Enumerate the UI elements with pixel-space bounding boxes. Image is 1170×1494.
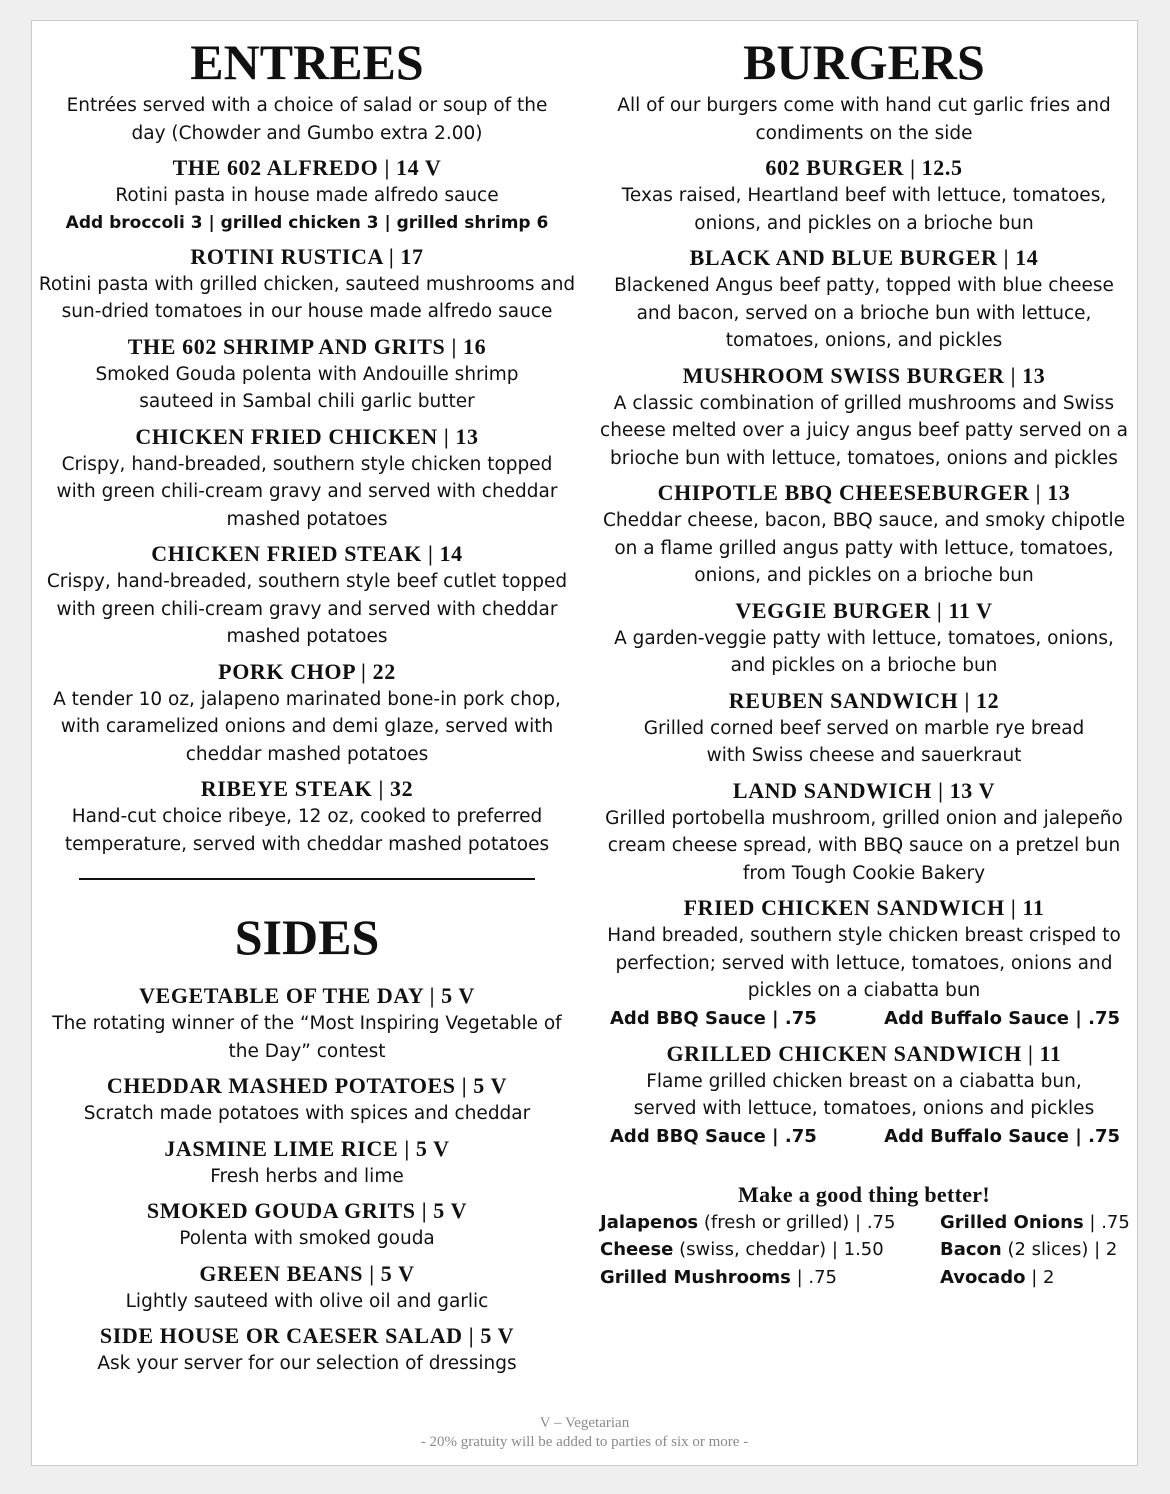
item-name: MUSHROOM SWISS BURGER | 13 — [682, 362, 1046, 388]
menu-page — [31, 20, 1138, 1466]
menu-item — [594, 479, 1134, 590]
right-column — [594, 21, 1134, 1291]
item-description: A classic combination of grilled mushrooms and Swiss cheese melted over a juicy angus beef patty served on a brioche bun with lettuce, tomatoes, onions and pickles — [600, 392, 1128, 469]
menu-item — [594, 1040, 1134, 1151]
vegetarian-legend: V – Vegetarian — [539, 1415, 630, 1431]
item-description: Ask your server for our selection of dressings — [97, 1353, 517, 1374]
menu-item — [38, 154, 576, 236]
item-name: CHIPOTLE BBQ CHEESEBURGER | 13 — [657, 480, 1071, 505]
left-column — [38, 21, 576, 1378]
menu-item — [38, 1322, 576, 1378]
menu-item — [38, 1135, 576, 1191]
menu-item — [38, 1260, 576, 1316]
entrees-title: ENTREES — [190, 34, 424, 90]
item-name: CHICKEN FRIED STEAK | 14 — [151, 541, 463, 566]
item-description: Smoked Gouda polenta with Andouille shrimp sauteed in Sambal chili garlic butter — [95, 363, 519, 412]
item-description: Rotini pasta with grilled chicken, sauteed mushrooms and sun-dried tomatoes in our house made alfredo sauce — [38, 273, 576, 322]
make-better-title: Make a good thing better! — [738, 1181, 990, 1207]
extra-detail: | .75 — [1083, 1211, 1130, 1233]
menu-item — [594, 244, 1134, 355]
extra-item — [940, 1236, 1140, 1264]
item-name: SMOKED GOUDA GRITS | 5 V — [146, 1198, 468, 1223]
extra-item — [940, 1264, 1140, 1292]
extra-item — [600, 1264, 940, 1292]
menu-item — [38, 658, 576, 769]
menu-item — [594, 154, 1134, 237]
item-name: RIBEYE STEAK | 32 — [200, 776, 414, 801]
item-name: SIDE HOUSE OR CAESER SALAD | 5 V — [99, 1323, 515, 1348]
menu-item — [594, 894, 1134, 1033]
menu-item — [38, 540, 576, 651]
menu-item — [38, 1072, 576, 1128]
item-name: VEGGIE BURGER | 11 V — [735, 597, 993, 623]
item-description: Hand-cut choice ribeye, 12 oz, cooked to preferred temperature, served with cheddar mashed potatoes — [64, 806, 550, 855]
make-better-list — [594, 1209, 1134, 1292]
item-addons: Add broccoli 3 | grilled chicken 3 | grilled shrimp 6 — [65, 212, 549, 233]
addon-row — [594, 1005, 1134, 1033]
item-name: REUBEN SANDWICH | 12 — [728, 687, 1000, 713]
extra-item — [940, 1209, 1140, 1237]
item-description: A garden-veggie patty with lettuce, tomatoes, onions, and pickles on a brioche bun — [614, 627, 1114, 676]
footer — [32, 1414, 1137, 1452]
item-name: GRILLED CHICKEN SANDWICH | 11 — [666, 1040, 1062, 1066]
item-name: BLACK AND BLUE BURGER | 14 — [689, 245, 1039, 270]
menu-item — [38, 423, 576, 534]
burgers-description: All of our burgers come with hand cut garlic fries and condiments on the side — [617, 95, 1111, 144]
addon-row — [594, 1123, 1134, 1151]
extra-name: Bacon — [940, 1239, 1002, 1260]
item-description: Grilled portobella mushroom, grilled onion and jalepeño cream cheese spread, with BBQ sauce on a pretzel bun from Tough Cookie Bakery — [605, 807, 1123, 884]
item-name: CHICKEN FRIED CHICKEN | 13 — [135, 423, 479, 449]
item-description: Texas raised, Heartland beef with lettuce, tomatoes, onions, and pickles on a brioche bun — [621, 185, 1107, 234]
item-description: Grilled corned beef served on marble rye bread with Swiss cheese and sauerkraut — [643, 717, 1085, 766]
item-name: JASMINE LIME RICE | 5 V — [164, 1135, 450, 1161]
extra-name: Jalapenos — [600, 1211, 699, 1233]
addon-buffalo-sauce: Add Buffalo Sauce | .75 — [884, 1007, 1120, 1029]
entrees-description: Entrées served with a choice of salad or soup of the day (Chowder and Gumbo extra 2.00) — [66, 95, 548, 144]
item-name: PORK CHOP | 22 — [218, 658, 396, 684]
burgers-title: BURGERS — [743, 34, 985, 90]
item-name: FRIED CHICKEN SANDWICH | 11 — [683, 895, 1045, 920]
menu-item — [38, 982, 576, 1065]
menu-item — [594, 777, 1134, 888]
item-description: Polenta with smoked gouda — [179, 1228, 435, 1249]
item-name: ROTINI RUSTICA | 17 — [190, 243, 424, 269]
item-description: Blackened Angus beef patty, topped with blue cheese and bacon, served on a brioche bun with lettuce, tomatoes, onions, and pickles — [614, 275, 1114, 351]
item-name: LAND SANDWICH | 13 V — [732, 777, 996, 803]
gratuity-note: - 20% gratuity will be added to parties of six or more - — [420, 1434, 749, 1450]
item-description: The rotating winner of the “Most Inspiring Vegetable of the Day” contest — [52, 1013, 562, 1062]
extra-detail: (swiss, cheddar) | 1.50 — [673, 1239, 884, 1260]
section-divider — [79, 878, 535, 880]
extra-detail: (fresh or grilled) | .75 — [698, 1211, 896, 1233]
item-description: Fresh herbs and lime — [210, 1165, 404, 1187]
extra-item — [600, 1236, 940, 1264]
menu-item — [38, 333, 576, 416]
addon-bbq-sauce: Add BBQ Sauce | .75 — [610, 1007, 817, 1029]
item-description: Hand breaded, southern style chicken breast crisped to perfection; served with lettuce, tomatoes, onions and pickles on a ciabatta bun — [607, 925, 1121, 1001]
item-description: Scratch made potatoes with spices and cheddar — [83, 1103, 531, 1124]
menu-item — [38, 775, 576, 858]
item-description: Lightly sauteed with olive oil and garlic — [125, 1290, 489, 1312]
extra-name: Cheese — [600, 1239, 674, 1260]
menu-item — [38, 243, 576, 326]
item-name: 602 BURGER | 12.5 — [765, 155, 963, 180]
menu-item — [594, 597, 1134, 680]
addon-bbq-sauce: Add BBQ Sauce | .75 — [610, 1125, 817, 1147]
item-name: GREEN BEANS | 5 V — [199, 1260, 415, 1286]
item-description: Rotini pasta in house made alfredo sauce — [115, 185, 499, 206]
extra-name: Grilled Mushrooms — [600, 1266, 791, 1288]
item-description: A tender 10 oz, jalapeno marinated bone-in pork chop, with caramelized onions and demi glaze, served with cheddar mashed potatoes — [53, 688, 561, 765]
extra-detail: (2 slices) | 2 — [1001, 1239, 1118, 1260]
item-name: VEGETABLE OF THE DAY | 5 V — [139, 983, 475, 1008]
item-description: Flame grilled chicken breast on a ciabatta bun, served with lettuce, tomatoes, onions and pickles — [633, 1070, 1095, 1119]
item-description: Cheddar cheese, bacon, BBQ sauce, and smoky chipotle on a flame grilled angus patty with lettuce, tomatoes, onions, and pickles on a brioche bun — [602, 510, 1126, 586]
menu-item — [594, 362, 1134, 473]
extra-detail: | .75 — [790, 1266, 837, 1288]
sides-title: SIDES — [234, 909, 380, 965]
extra-name: Grilled Onions — [940, 1211, 1084, 1233]
item-name: THE 602 SHRIMP AND GRITS | 16 — [127, 333, 487, 359]
extra-item — [600, 1209, 940, 1237]
item-description: Crispy, hand-breaded, southern style chicken topped with green chili-cream gravy and served with cheddar mashed potatoes — [56, 453, 558, 530]
menu-item — [38, 1197, 576, 1253]
item-name: CHEDDAR MASHED POTATOES | 5 V — [106, 1073, 508, 1098]
extra-detail: | 2 — [1025, 1266, 1055, 1288]
extra-name: Avocado — [940, 1266, 1026, 1288]
addon-buffalo-sauce: Add Buffalo Sauce | .75 — [884, 1125, 1120, 1147]
item-description: Crispy, hand-breaded, southern style beef cutlet topped with green chili-cream gravy and served with cheddar mashed potatoes — [46, 571, 568, 647]
item-name: THE 602 ALFREDO | 14 V — [172, 155, 442, 180]
menu-item — [594, 687, 1134, 770]
